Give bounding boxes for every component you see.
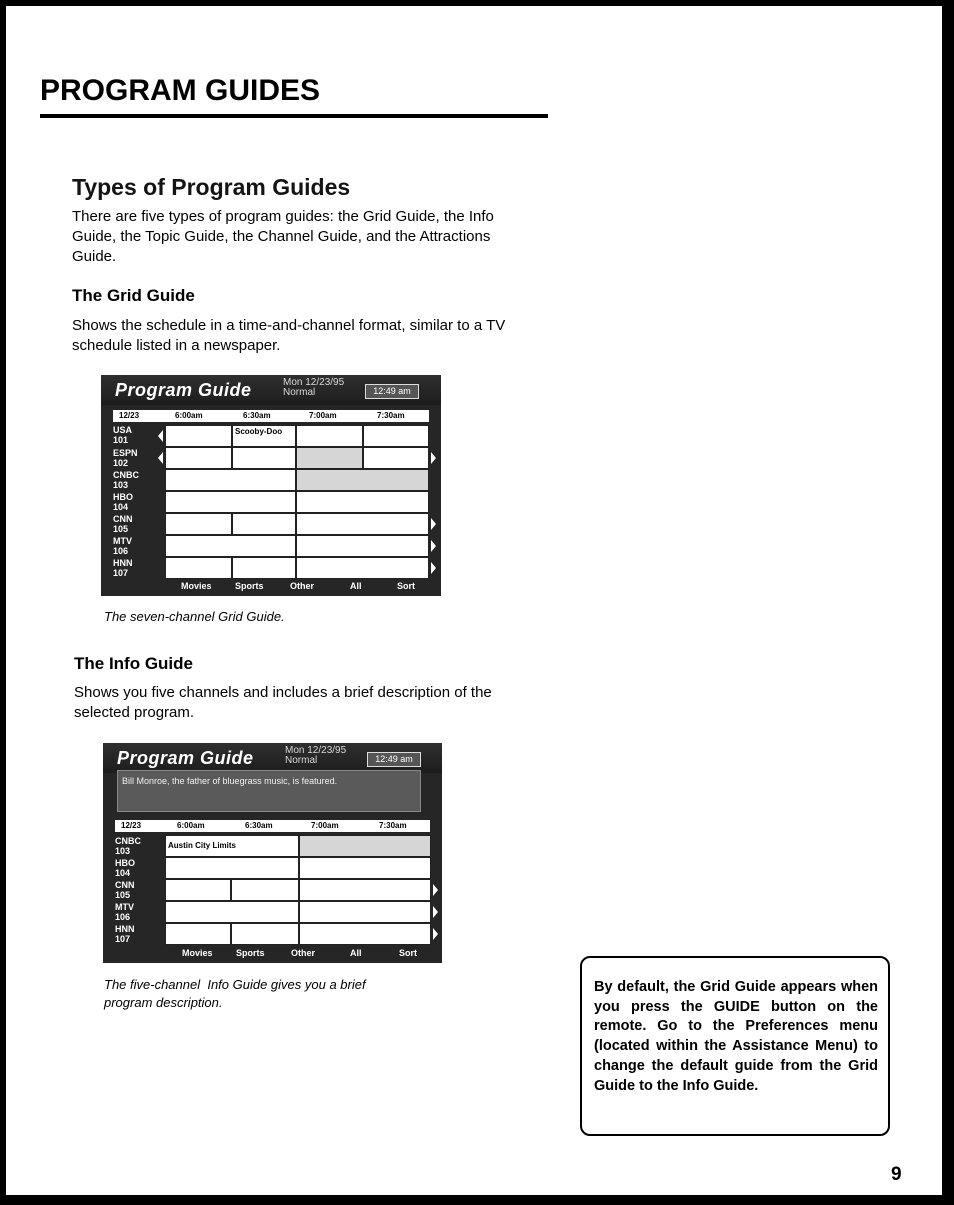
guide-date [285,746,365,766]
info-guide-caption-line: program description. [104,995,223,1010]
time-header-row [115,820,430,832]
channel-label [113,448,147,468]
types-intro [72,207,494,267]
menu-movies[interactable]: Movies [181,581,212,591]
info-guide-description-line: Shows you five channels and includes a brief description of the [74,684,492,701]
menu-sports[interactable]: Sports [235,581,264,591]
time-header-row [113,410,429,422]
page-title: PROGRAM GUIDES [40,74,321,107]
grid-guide-description-line: Shows the schedule in a time-and-channel format, similar to a TV [72,317,506,334]
manual-page [6,6,942,1195]
program-cell[interactable] [296,425,363,447]
info-guide-caption [104,976,366,1012]
program-guide-logo: Program Guide [115,380,252,400]
channel-number: 106 [115,912,131,922]
program-cell[interactable] [296,535,429,557]
program-cell[interactable] [296,447,363,469]
program-cell[interactable] [165,469,296,491]
channel-number: 105 [113,524,129,534]
time-label: 7:30am [379,821,407,830]
types-intro-line: Guide. [72,248,117,265]
channel-label [113,470,147,490]
guide-menu-bar [101,576,441,596]
program-cell[interactable] [165,535,296,557]
types-intro-line: Guide, the Topic Guide, the Channel Guide, and the Attractions [72,228,491,245]
channel-name: CNBC [115,836,141,846]
scroll-right-icon [433,884,438,896]
channel-label [115,924,149,944]
scroll-left-icon [158,430,163,442]
types-intro-line: There are five types of program guides: the Grid Guide, the Info [72,208,494,225]
scroll-right-icon [433,928,438,940]
scroll-right-icon [433,906,438,918]
program-cell-selected[interactable]: Scooby-Doo [232,425,296,447]
channel-number: 106 [113,546,129,556]
program-cell[interactable] [165,901,299,923]
grid-guide-caption: The seven-channel Grid Guide. [104,609,285,624]
guide-date-text: Mon 12/23/95 [283,377,345,388]
default-guide-note: By default, the Grid Guide appears when you press the GUIDE button on the remote. Go to the Preferences menu (located within the Assistance Menu) to change the default guide from the Grid Guide to the Info Guide. [580,956,890,1136]
page-number: 9 [891,1164,902,1185]
time-label: 6:30am [243,411,271,420]
menu-sort[interactable]: Sort [399,948,417,958]
program-cell[interactable] [231,923,299,945]
program-cell[interactable] [296,469,429,491]
scroll-right-icon [431,452,436,464]
channel-name: HBO [115,858,135,868]
channel-name: CNBC [113,470,139,480]
menu-movies[interactable]: Movies [182,948,213,958]
guide-date-text: Mon 12/23/95 [285,745,347,756]
channel-name: USA [113,425,133,435]
channel-name: CNN [113,514,133,524]
program-cell[interactable] [299,923,431,945]
program-cell[interactable] [231,879,299,901]
program-cell[interactable] [165,425,232,447]
channel-number: 104 [115,868,131,878]
time-label: 6:00am [175,411,203,420]
channel-number: 105 [115,890,131,900]
channel-label [115,880,149,900]
menu-other[interactable]: Other [290,581,315,591]
grid-guide-screenshot [101,375,441,596]
info-guide-caption-line: The five-channel Info Guide gives you a brief [104,977,366,992]
guide-clock: 12:49 am [365,384,419,399]
time-label: 7:00am [309,411,337,420]
guide-menu-bar [103,943,442,963]
time-label: 12/23 [121,821,142,830]
info-guide-description-line: selected program. [74,704,195,721]
scroll-left-icon [158,452,163,464]
program-cell[interactable] [296,513,429,535]
guide-date [283,378,363,398]
grid-guide-description-line: schedule listed in a newspaper. [72,337,281,354]
channel-number: 103 [113,480,129,490]
channel-label [115,858,149,878]
program-cell[interactable] [296,491,429,513]
program-cell[interactable] [299,857,431,879]
channel-label [113,558,147,578]
channel-number: 107 [113,568,129,578]
menu-all[interactable]: All [350,581,362,591]
scroll-right-icon [431,540,436,552]
program-cell[interactable] [299,835,431,857]
program-cell[interactable] [299,879,431,901]
time-label: 7:00am [311,821,339,830]
section-heading-types: Types of Program Guides [72,174,351,200]
menu-other[interactable]: Other [291,948,316,958]
program-cell[interactable] [165,447,232,469]
menu-sports[interactable]: Sports [236,948,265,958]
channel-number: 107 [115,934,131,944]
channel-label [115,902,149,922]
guide-mode-text: Normal [283,387,316,398]
program-description: Bill Monroe, the father of bluegrass music, is featured. [117,770,421,812]
channel-number: 103 [115,846,131,856]
time-label: 6:30am [245,821,273,830]
grid-guide-description [72,316,505,356]
menu-all[interactable]: All [350,948,362,958]
channel-name: HNN [113,558,133,568]
channel-label [113,514,147,534]
scroll-right-icon [431,562,436,574]
channel-label [113,492,147,512]
channel-number: 104 [113,502,129,512]
channel-name: MTV [115,902,134,912]
grid-guide-heading: The Grid Guide [72,286,195,305]
guide-mode-text: Normal [285,755,318,766]
channel-name: CNN [115,880,135,890]
scroll-right-icon [431,518,436,530]
channel-number: 101 [113,435,129,445]
program-cell[interactable] [165,513,232,535]
channel-name: ESPN [113,448,138,458]
info-guide-heading: The Info Guide [74,654,193,673]
program-cell[interactable] [363,447,429,469]
channel-number: 102 [113,458,129,468]
time-label: 7:30am [377,411,405,420]
channel-label [113,425,147,445]
title-rule [40,114,548,118]
channel-name: HBO [113,492,133,502]
time-label: 6:00am [177,821,205,830]
info-guide-screenshot [103,743,442,963]
program-cell-selected[interactable]: Austin City Limits [165,835,299,857]
channel-label [115,836,149,856]
program-cell[interactable] [165,923,231,945]
program-cell[interactable] [165,879,231,901]
channel-name: MTV [113,536,132,546]
program-guide-logo: Program Guide [117,748,254,768]
guide-clock: 12:49 am [367,752,421,767]
channel-name: HNN [115,924,135,934]
menu-sort[interactable]: Sort [397,581,415,591]
program-cell[interactable] [299,901,431,923]
channel-label [113,536,147,556]
info-guide-description [74,683,492,723]
program-cell[interactable] [165,491,296,513]
program-cell[interactable] [165,857,299,879]
time-label: 12/23 [119,411,140,420]
program-cell[interactable] [232,447,296,469]
program-cell[interactable] [363,425,429,447]
program-cell[interactable] [232,513,296,535]
